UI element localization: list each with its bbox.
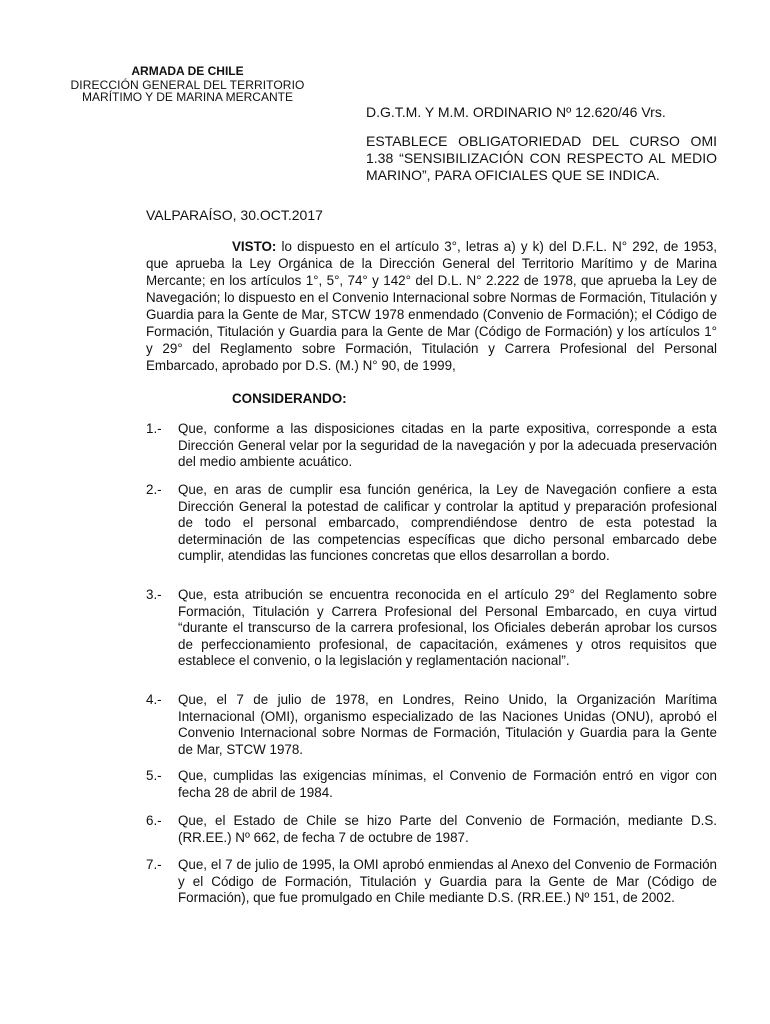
item-text: Que, el 7 de julio de 1978, en Londres, Reino Unido, la Organización Marítima Internacional (OMI), organismo especializado de las Naciones Unidas (ONU), aprobó el Convenio Internacional sobre Normas de Formación, Titulación y Guardia para la Gente de Mar, STCW 1978.	[178, 692, 717, 757]
header-directorate-line2: MARÍTIMO Y DE MARINA MERCANTE	[82, 90, 293, 104]
item-number: 4.-	[146, 692, 162, 707]
visto-paragraph	[146, 238, 717, 374]
item-number: 6.-	[146, 813, 162, 828]
item-number: 1.-	[146, 421, 162, 436]
item-number: 5.-	[146, 768, 162, 783]
considerando-item	[146, 692, 717, 758]
place-and-date: VALPARAÍSO, 30.OCT.2017	[146, 207, 323, 223]
item-number: 2.-	[146, 482, 162, 497]
item-text: Que, esta atribución se encuentra reconocida en el artículo 29° del Reglamento sobre Formación, Titulación y Carrera Profesional del Personal Embarcado, en cuya virtud “durante el transcurso de la carrera profesional, los Oficiales deberán aprobar los cursos de perfeccionamiento profesional, de capacitación, exámenes y otros requisitos que establece el convenio, o la legislación y reglamentación nacional”.	[178, 587, 717, 669]
considerando-item	[146, 813, 717, 846]
considerando-item	[146, 857, 717, 907]
header-institution: ARMADA DE CHILE	[131, 64, 244, 78]
considerando-item	[146, 482, 717, 565]
visto-text: lo dispuesto en el artículo 3°, letras a) y k) del D.F.L. N° 292, de 1953, que aprueba la Ley Orgánica de la Dirección General del Territorio Marítimo y de Marina Mercante; en los artículos 1°, 5°, 74° y 142° del D.L. N° 2.222 de 1978, que aprueba la Ley de Navegación; lo dispuesto en el Convenio Internacional sobre Normas de Formación, Titulación y Guardia para la Gente de Mar, STCW 1978 enmendado (Convenio de Formación); el Código de Formación, Titulación y Guardia para la Gente de Mar (Código de Formación) y los artículos 1° y 29° del Reglamento sobre Formación, Titulación y Carrera Profesional del Personal Embarcado, aprobado por D.S. (M.) N° 90, de 1999,	[146, 239, 717, 373]
considerando-item	[146, 768, 717, 801]
item-text: Que, conforme a las disposiciones citadas en la parte expositiva, corresponde a esta Dirección General velar por la seguridad de la navegación y por la adecuada preservación del medio ambiente acuático.	[178, 421, 717, 470]
item-text: Que, el 7 de julio de 1995, la OMI aprobó enmiendas al Anexo del Convenio de Formación y el Código de Formación, Titulación y Guardia para la Gente de Mar (Código de Formación), que fue promulgado en Chile mediante D.S. (RR.EE.) Nº 151, de 2002.	[178, 857, 717, 906]
item-text: Que, en aras de cumplir esa función genérica, la Ley de Navegación confiere a esta Dirección General la potestad de calificar y controlar la aptitud y preparación profesional de todo el personal embarcado, comprendiéndose dentro de esta potestad la determinación de las competencias específicas que dicho personal embarcado debe cumplir, atendidas las funciones concretas que ellos desarrollan a bordo.	[178, 482, 717, 564]
visto-label: VISTO:	[232, 239, 277, 254]
item-number: 3.-	[146, 587, 162, 602]
considerando-item	[146, 587, 717, 670]
item-text: Que, el Estado de Chile se hizo Parte del Convenio de Formación, mediante D.S. (RR.EE.) Nº 662, de fecha 7 de octubre de 1987.	[178, 813, 717, 845]
considerando-heading: CONSIDERANDO:	[232, 391, 347, 406]
item-text: Que, cumplidas las exigencias mínimas, el Convenio de Formación entró en vigor con fecha 28 de abril de 1984.	[178, 768, 717, 800]
item-number: 7.-	[146, 857, 162, 872]
considerando-item	[146, 421, 717, 471]
header-directorate-line1: DIRECCIÓN GENERAL DEL TERRITORIO	[70, 78, 305, 92]
document-subject: ESTABLECE OBLIGATORIEDAD DEL CURSO OMI 1.38 “SENSIBILIZACIÓN CON RESPECTO AL MEDIO MARINO”, PARA OFICIALES QUE SE INDICA.	[366, 133, 717, 183]
document-reference: D.G.T.M. Y M.M. ORDINARIO Nº 12.620/46 Vrs.	[366, 104, 666, 120]
